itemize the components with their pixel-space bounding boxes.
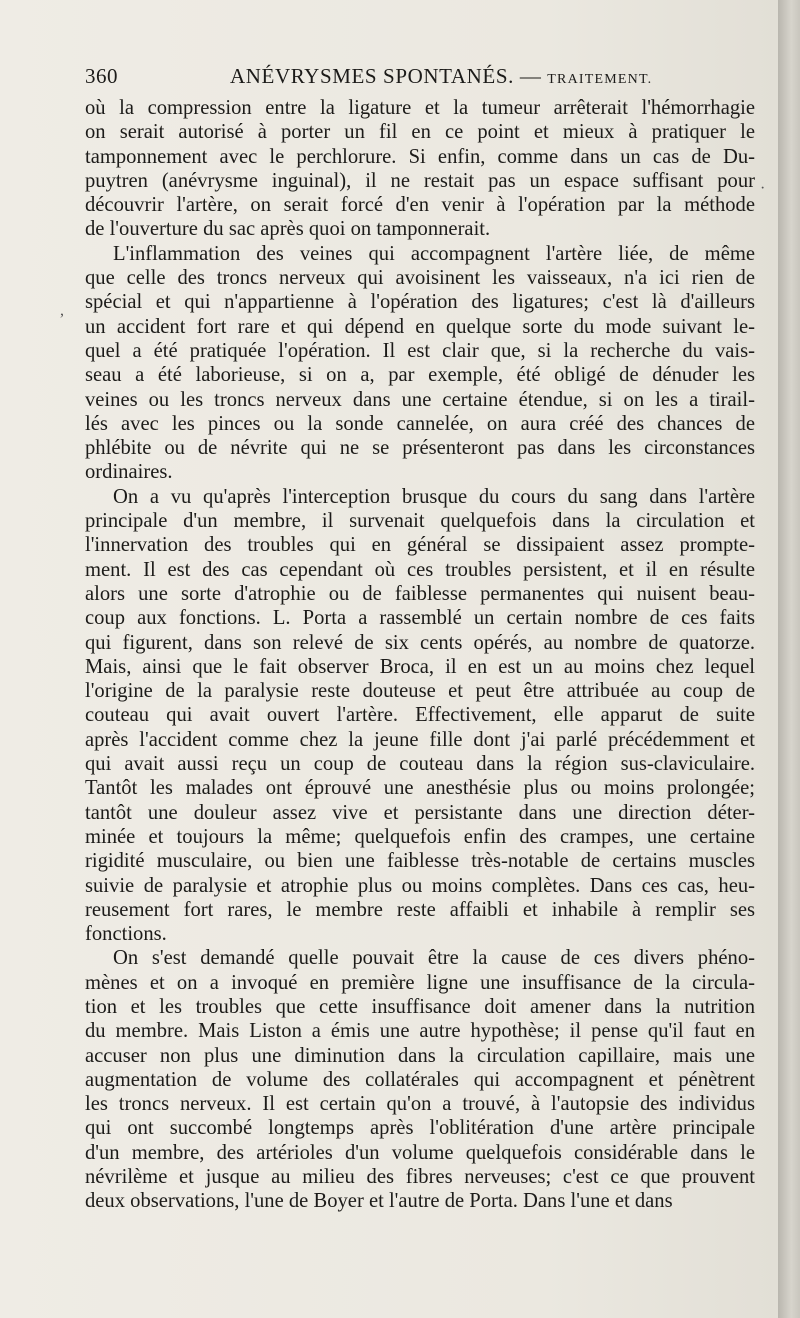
text-line: spécial et qui n'appartienne à l'opération des ligatures; c'est là d'ailleurs xyxy=(85,291,755,314)
text-line: fonctions. xyxy=(85,923,167,946)
text-line: qui ont succombé longtemps après l'oblitération d'une artère principale xyxy=(85,1117,755,1140)
text-line: l'origine de la paralysie reste douteuse et peut être attribuée au coup de xyxy=(85,680,755,703)
text-line: lés avec les pinces ou la sonde cannelée, on aura créé des chances de xyxy=(85,412,755,435)
text-line: quel a été pratiquée l'opération. Il est clair que, si la recherche du vais- xyxy=(85,339,755,362)
text-line: On a vu qu'après l'interception brusque du cours du sang dans l'artère xyxy=(113,485,755,508)
text-line: L'inflammation des veines qui accompagnent l'artère liée, de même xyxy=(113,242,755,265)
text-line: rigidité musculaire, ou bien une faiblesse très-notable de certains muscles xyxy=(85,850,755,873)
text-line: seau a été laborieuse, si on a, par exemple, été obligé de dénuder les xyxy=(85,364,755,387)
text-line: où la compression entre la ligature et la tumeur arrêterait l'hémorrhagie xyxy=(85,97,755,119)
body-text xyxy=(85,96,755,1214)
text-line: minée et toujours la même; quelquefois enfin des crampes, une certaine xyxy=(85,825,755,848)
text-line: principale d'un membre, il survenait quelquefois dans la circulation et xyxy=(85,510,755,533)
text-line: de l'ouverture du sac après quoi on tamponnerait. xyxy=(85,218,491,241)
text-line: du membre. Mais Liston a émis une autre hypothèse; il pense qu'il faut en xyxy=(85,1020,755,1043)
page-edge xyxy=(778,0,800,1318)
text-line: tantôt une douleur assez vive et persistante dans une direction déter- xyxy=(85,801,755,824)
text-line: que celle des troncs nerveux qui avoisinent les vaisseaux, n'a ici rien de xyxy=(85,267,755,290)
text-line: tamponnement avec le perchlorure. Si enfin, comme dans un cas de Du- xyxy=(85,145,755,168)
text-line: phlébite ou de névrite qui ne se présenteront pas dans les circonstances xyxy=(85,437,755,460)
text-line: On s'est demandé quelle pouvait être la cause de ces divers phéno- xyxy=(113,947,755,970)
text-line: accuser non plus une diminution dans la circulation capillaire, mais une xyxy=(85,1044,755,1067)
text-line: ment. Il est des cas cependant où ces troubles persistent, et il en résulte xyxy=(85,558,755,581)
text-line: un accident fort rare et qui dépend en quelque sorte du mode suivant le- xyxy=(85,315,755,338)
text-line: qui avait aussi reçu un coup de couteau dans la région sus-claviculaire. xyxy=(85,753,755,776)
paragraph xyxy=(85,242,755,485)
running-title-sub: TRAITEMENT. xyxy=(547,72,653,87)
text-line: augmentation de volume des collatérales qui accompagnent et pénètrent xyxy=(85,1068,755,1091)
text-line: ordinaires. xyxy=(85,461,173,484)
text-line: d'un membre, des artérioles d'un volume quelquefois considérable dans le xyxy=(85,1141,755,1164)
text-line: découvrir l'artère, on serait forcé d'en venir à l'opération par la méthode xyxy=(85,194,755,217)
text-line: veines ou les troncs nerveux dans une certaine étendue, si on les a tirail- xyxy=(85,388,755,411)
running-title-main: ANÉVRYSMES SPONTANÉS. xyxy=(230,64,514,88)
running-title-separator: — xyxy=(513,64,548,88)
text-line: reusement fort rares, le membre reste affaibli et inhabile à remplir ses xyxy=(85,898,755,921)
text-line: après l'accident comme chez la jeune fille dont j'ai parlé précédemment et xyxy=(85,728,755,751)
running-title xyxy=(230,64,652,89)
text-line: couteau qui avait ouvert l'artère. Effectivement, elle apparut de suite xyxy=(85,704,755,727)
page-number: 360 xyxy=(85,64,118,88)
text-line: on serait autorisé à porter un fil en ce point et mieux à pratiquer le xyxy=(85,121,755,144)
margin-mark: · xyxy=(760,180,766,197)
text-line: deux observations, l'une de Boyer et l'autre de Porta. Dans l'une et dans xyxy=(85,1190,673,1213)
text-line: tion et les troubles que cette insuffisance doit amener dans la nutrition xyxy=(85,995,755,1018)
text-line: puytren (anévrysme inguinal), il ne restait pas un espace suffisant pour xyxy=(85,169,755,192)
text-line: alors une sorte d'atrophie ou de faiblesse permanentes qui nuisent beau- xyxy=(85,582,755,605)
text-line: l'innervation des troubles qui en général se dissipaient assez prompte- xyxy=(85,534,755,557)
running-header xyxy=(85,64,755,94)
text-line: coup aux fonctions. L. Porta a rassemblé un certain nombre de ces faits xyxy=(85,607,755,630)
text-line: Mais, ainsi que le fait observer Broca, il en est un au moins chez lequel xyxy=(85,655,755,678)
text-line: mènes et on a invoqué en première ligne une insuffisance de la circula- xyxy=(85,971,755,994)
text-line: suivie de paralysie et atrophie plus ou moins complètes. Dans ces cas, heu- xyxy=(85,874,755,897)
paragraph xyxy=(85,96,755,242)
text-line: les troncs nerveux. Il est certain qu'on a trouvé, à l'autopsie des individus xyxy=(85,1093,755,1116)
paragraph xyxy=(85,485,755,947)
paragraph xyxy=(85,946,755,1213)
text-line: Tantôt les malades ont éprouvé une anesthésie plus ou moins prolongée; xyxy=(85,777,755,800)
margin-mark: , xyxy=(60,302,64,319)
text-line: qui figurent, dans son relevé de six cents opérés, au nombre de quatorze. xyxy=(85,631,755,654)
text-line: névrilème et jusque au milieu des fibres nerveuses; c'est ce que prouvent xyxy=(85,1166,755,1189)
